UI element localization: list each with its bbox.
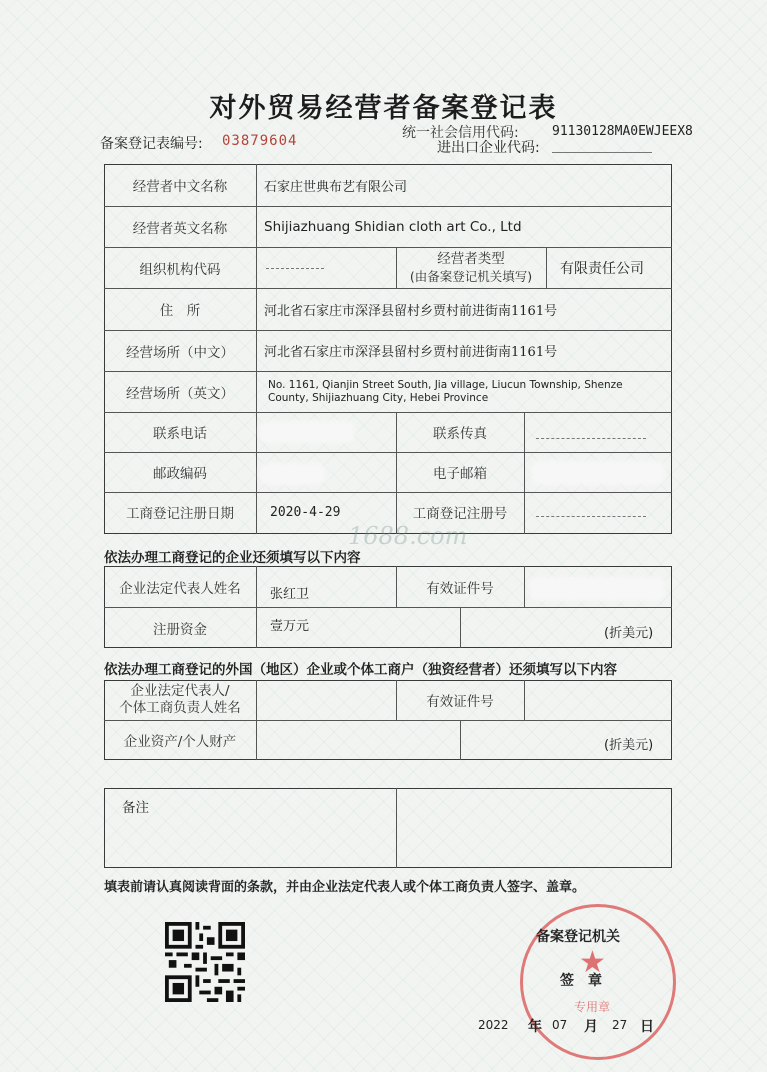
legal-rep-value: 张红卫 — [270, 587, 310, 602]
section3-id-label: 有效证件号 — [426, 694, 494, 710]
chinese-name-value: 石家庄世典布艺有限公司 — [264, 179, 408, 195]
english-name-value: Shijiazhuang Shidian cloth art Co., Ltd — [264, 218, 522, 235]
capital-label: 注册资金 — [153, 621, 207, 638]
premises-cn-label: 经营场所（中文） — [126, 344, 234, 361]
date-day-unit: 日 — [640, 1019, 654, 1035]
reg-number-label: 工商登记注册号 — [412, 506, 508, 522]
date-year-unit: 年 — [528, 1019, 542, 1035]
column-divider — [460, 607, 461, 648]
import-export-code-label: 进出口企业代码: — [437, 140, 540, 156]
footer-note: 填表前请认真阅读背面的条款，并由企业法定代表人或个体工商负责人签字、盖章。 — [104, 880, 586, 895]
star-icon: ★ — [579, 945, 606, 980]
reg-date-value: 2020-4-29 — [270, 504, 341, 520]
credit-code: 91130128MA0EWJEEX8 — [552, 124, 693, 139]
assets-label: 企业资产/个人财产 — [123, 734, 237, 750]
credit-code-label: 统一社会信用代码: — [402, 125, 519, 141]
capital-value: 壹万元 — [270, 619, 310, 634]
operator-type-label-cell — [396, 247, 546, 288]
rep-label-line2: 个体工商负责人姓名 — [119, 700, 241, 716]
id-number-redaction — [532, 580, 662, 598]
column-divider — [460, 720, 461, 760]
premises-en-line2: County, Shijiazhuang City, Hebei Province — [268, 391, 489, 404]
chinese-name-label: 经营者中文名称 — [132, 179, 228, 195]
qr-code-icon — [162, 922, 248, 1002]
rep-label-line1: 企业法定代表人/ — [130, 683, 230, 699]
date-month-unit: 月 — [584, 1019, 598, 1035]
seal-label: 签 章 — [560, 973, 602, 989]
org-code-blank — [266, 268, 324, 269]
seal-text: 专用章 — [574, 1000, 611, 1014]
fax-blank — [536, 438, 646, 439]
registration-number-label: 备案登记表编号: — [100, 136, 203, 152]
registration-number: 03879604 — [222, 133, 298, 149]
column-divider — [396, 788, 397, 868]
postcode-label: 邮政编码 — [153, 466, 207, 482]
watermark: 1688.com — [348, 522, 468, 550]
column-divider — [546, 247, 547, 288]
premises-en-value — [260, 371, 674, 412]
date-day: 27 — [612, 1018, 628, 1032]
rep-label-cell — [104, 680, 256, 720]
postcode-redaction — [262, 466, 322, 482]
operator-type-value: 有限责任公司 — [560, 260, 644, 277]
address-label: 住 所 — [159, 303, 201, 319]
id-number-label: 有效证件号 — [426, 580, 494, 597]
column-divider — [524, 680, 525, 720]
premises-cn-value: 河北省石家庄市深泽县留村乡贾村前进街南1161号 — [264, 345, 558, 360]
document-title: 对外贸易经营者备案登记表 — [209, 93, 558, 124]
capital-usd-note: (折美元) — [604, 625, 654, 641]
authority-label: 备案登记机关 — [536, 929, 620, 945]
remarks-box — [104, 788, 672, 868]
reg-date-label: 工商登记注册日期 — [126, 506, 234, 522]
email-label: 电子邮箱 — [433, 466, 487, 482]
operator-type-label: 经营者类型 — [437, 250, 505, 267]
english-name-label: 经营者英文名称 — [132, 220, 228, 237]
import-export-code-blank — [552, 152, 652, 153]
legal-rep-label: 企业法定代表人姓名 — [119, 580, 241, 597]
column-divider — [256, 680, 257, 760]
email-redaction — [534, 464, 662, 482]
org-code-label: 组织机构代码 — [139, 261, 221, 278]
premises-en-line1: No. 1161, Qianjin Street South, Jia village, Liucun Township, Shenze — [268, 378, 623, 391]
phone-label: 联系电话 — [153, 426, 207, 442]
date-year: 2022 — [478, 1018, 509, 1032]
column-divider — [524, 566, 525, 607]
section2-heading: 依法办理工商登记的企业还须填写以下内容 — [104, 550, 361, 566]
date-month: 07 — [552, 1018, 568, 1032]
premises-en-label: 经营场所（英文） — [126, 385, 234, 402]
reg-number-blank — [536, 516, 646, 517]
phone-redaction — [262, 424, 352, 440]
address-value: 河北省石家庄市深泽县留村乡贾村前进街南1161号 — [264, 303, 558, 319]
column-divider — [256, 566, 257, 648]
remarks-label: 备注 — [122, 800, 149, 816]
column-divider — [524, 412, 525, 534]
section3-heading: 依法办理工商登记的外国（地区）企业或个体工商户（独资经营者）还须填写以下内容 — [104, 662, 617, 678]
fax-label: 联系传真 — [433, 426, 487, 442]
operator-type-note: (由备案登记机关填写) — [409, 268, 533, 284]
assets-usd-note: (折美元) — [604, 737, 654, 753]
